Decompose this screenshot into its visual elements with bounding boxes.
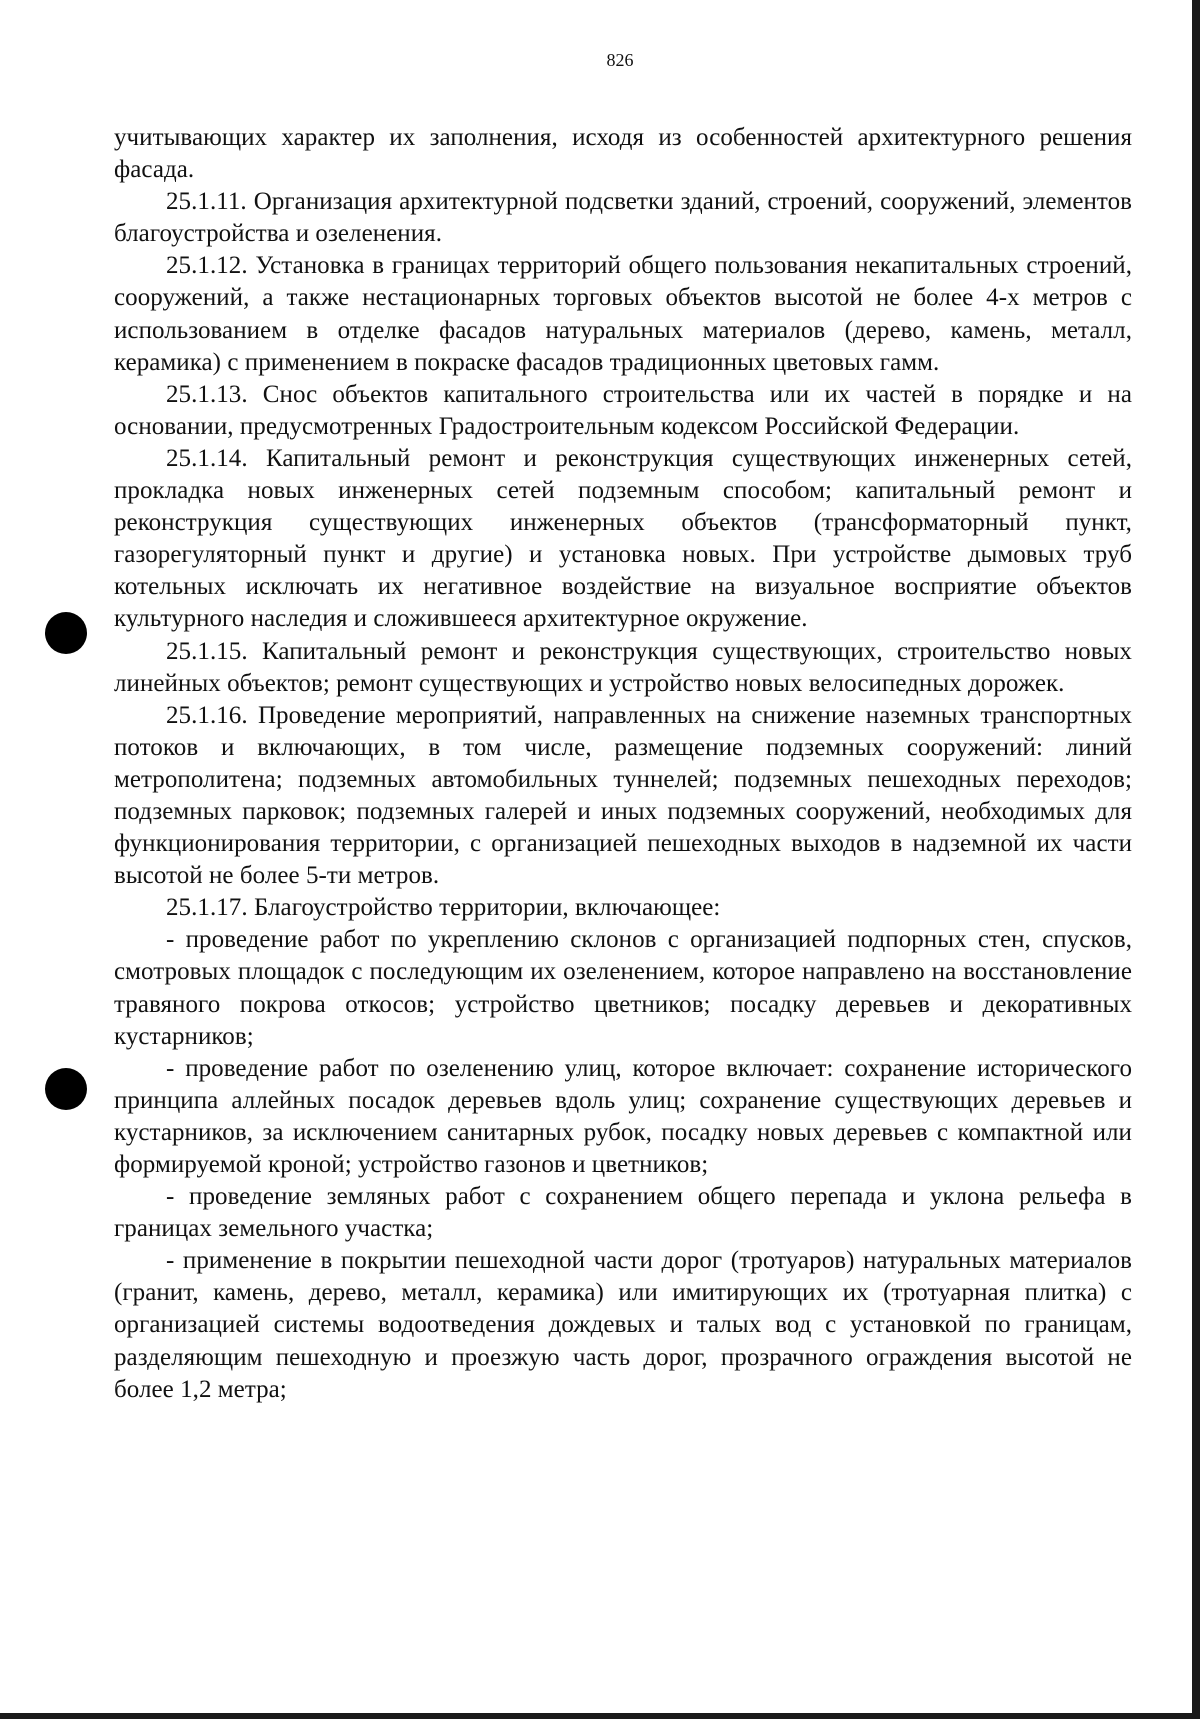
paragraph-25-1-13: 25.1.13. Снос объектов капитального строительства или их частей в порядке и на основании, предусмотренных Градостроительным кодексом Российской Федерации. — [114, 380, 1132, 440]
paragraph-25-1-14: 25.1.14. Капитальный ремонт и реконструкция существующих инженерных сетей, прокладка новых инженерных сетей подземным способом; капитальный ремонт и реконструкция существующих инженерных объектов (трансформаторный пункт, газорегуляторный пункт и другие) и установка новых. При устройстве дымовых труб котельных исключать их негативное воздействие на визуальное восприятие объектов культурного наследия и сложившееся архитектурное окружение. — [114, 444, 1132, 633]
page-number: 826 — [606, 50, 634, 70]
paragraph-25-1-17: 25.1.17. Благоустройство территории, включающее: — [166, 894, 721, 922]
document-body — [114, 122, 1132, 1406]
paragraph-25-1-11: 25.1.11. Организация архитектурной подсветки зданий, строений, сооружений, элементов благоустройства и озеленения. — [114, 188, 1132, 248]
punch-hole-mark — [45, 612, 87, 654]
list-item-street-greening: - проведение работ по озеленению улиц, которое включает: сохранение исторического принципа аллейных посадок деревьев вдоль улиц; сохранение существующих деревьев и кустарников, за исключением санитарных рубок, посадку новых деревьев с компактной или формируемой кроной; устройство газонов и цветников; — [114, 1054, 1132, 1178]
paragraph-25-1-12: 25.1.12. Установка в границах территорий общего пользования некапитальных строений, сооружений, а также нестационарных торговых объектов высотой не более 4-х метров с использованием в отделке фасадов натуральных материалов (дерево, камень, металл, керамика) с применением в покраске фасадов традиционных цветовых гамм. — [114, 252, 1132, 376]
list-item-slopes: - проведение работ по укреплению склонов с организацией подпорных стен, спусков, смотровых площадок с последующим их озеленением, которое направлено на восстановление травяного покрова откосов; устройство цветников; посадку деревьев и декоративных кустарников; — [114, 926, 1132, 1050]
paragraph-25-1-16: 25.1.16. Проведение мероприятий, направленных на снижение наземных транспортных потоков и включающих, в том числе, размещение подземных сооружений: линий метрополитена; подземных автомобильных туннелей; подземных пешеходных переходов; подземных парковок; подземных галерей и иных подземных сооружений, необходимых для функционирования территории, с организацией пешеходных выходов в надземной их части высотой не более 5-ти метров. — [114, 701, 1132, 890]
paragraph-25-1-15: 25.1.15. Капитальный ремонт и реконструкция существующих, строительство новых линейных объектов; ремонт существующих и устройство новых велосипедных дорожек. — [114, 637, 1132, 697]
scan-border-right — [1192, 0, 1200, 1719]
list-item-earthworks: - проведение земляных работ с сохранением общего перепада и уклона рельефа в границах земельного участка; — [114, 1183, 1132, 1243]
list-item-sidewalk-paving: - применение в покрытии пешеходной части дорог (тротуаров) натуральных материалов (гранит, камень, дерево, металл, керамика) или имитирующих их (тротуарная плитка) с организацией системы водоотведения дождевых и талых вод с установкой по границам, разделяющим пешеходную и проезжую часть дорог, прозрачного ограждения высотой не более 1,2 метра; — [114, 1247, 1132, 1403]
paragraph-continuation: учитывающих характер их заполнения, исходя из особенностей архитектурного решения фасада. — [114, 124, 1132, 184]
scan-border-bottom — [0, 1713, 1200, 1719]
punch-hole-mark — [45, 1068, 87, 1110]
